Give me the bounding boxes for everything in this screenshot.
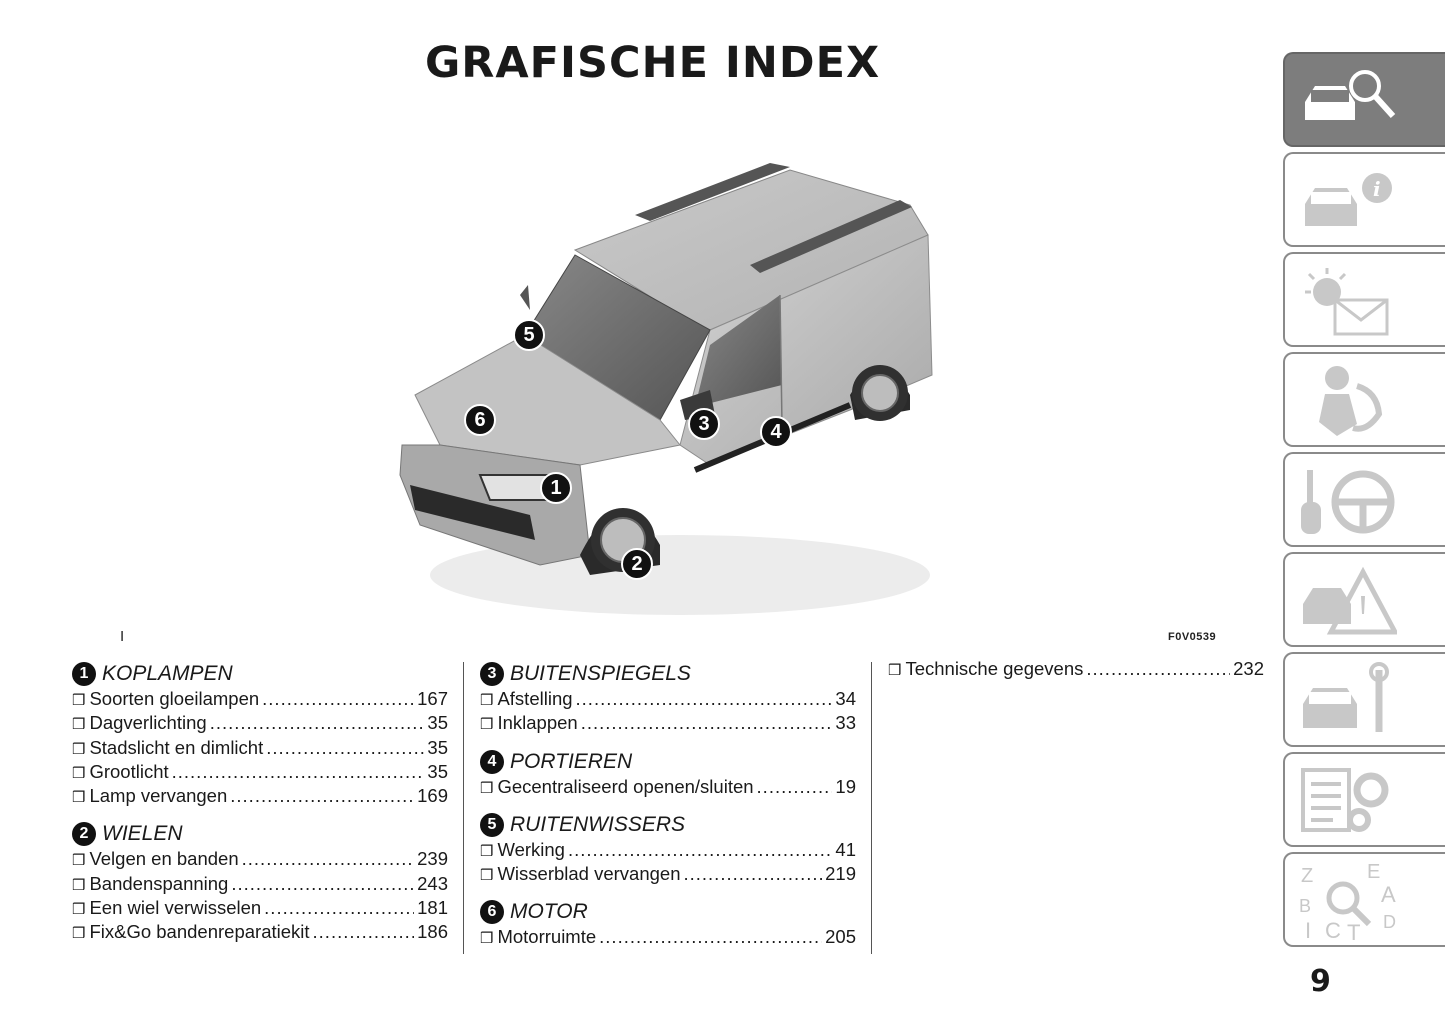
index-entry[interactable]: ❒ Wisserblad vervangen ..... 219 <box>480 863 856 887</box>
index-entry[interactable]: ❒ Velgen en banden ..... 239 <box>72 848 448 872</box>
checkbox-icon: ❒ <box>480 841 494 860</box>
checkbox-icon: ❒ <box>72 788 86 807</box>
section-title: RUITENWISSERS <box>510 812 686 836</box>
tab-dashboard-info[interactable] <box>1283 152 1445 247</box>
svg-text:C: C <box>1325 918 1341 940</box>
page-ref: 169 <box>417 785 448 807</box>
checkbox-icon: ❒ <box>72 875 86 894</box>
index-column-2 <box>480 657 856 951</box>
index-entry[interactable]: ❒ Inklappen ..... 33 <box>480 712 856 736</box>
page-ref: 167 <box>417 688 448 709</box>
car-wrench-icon <box>1297 662 1397 740</box>
checkbox-icon: ❒ <box>888 661 902 679</box>
figure-marker: I <box>120 628 125 645</box>
checkbox-icon: ❒ <box>480 691 494 709</box>
index-entry[interactable]: ❒ Soorten gloeilampen ..... 167 <box>72 688 448 712</box>
car-search-icon <box>1297 62 1397 140</box>
page-number: 9 <box>1310 964 1331 999</box>
svg-text:i: i <box>1373 177 1381 201</box>
index-column-1 <box>72 657 448 946</box>
checkbox-icon: ❒ <box>480 778 494 797</box>
svg-text:D: D <box>1383 912 1396 932</box>
tab-starting-driving[interactable] <box>1283 452 1445 547</box>
index-entry[interactable]: ❒ Afstelling ..... 34 <box>480 688 856 712</box>
section-title: BUITENSPIEGELS <box>510 662 691 685</box>
index-entry[interactable]: ❒ Een wiel verwisselen ..... 181 <box>72 897 448 921</box>
checkbox-icon: ❒ <box>72 739 86 758</box>
callout-6: 6 <box>464 404 496 436</box>
index-entry[interactable]: ❒ Dagverlichting ..... 35 <box>72 712 448 736</box>
key-steering-wheel-icon <box>1297 462 1397 540</box>
checkbox-icon: ❒ <box>72 763 86 782</box>
checkbox-icon: ❒ <box>72 924 86 943</box>
section-heading <box>480 811 856 839</box>
tab-warning-lights[interactable] <box>1283 252 1445 347</box>
index-entry[interactable]: ❒ Fix&Go bandenreparatiekit ..... 186 <box>72 921 448 945</box>
checkbox-icon: ❒ <box>72 715 86 734</box>
tab-emergency[interactable] <box>1283 552 1445 647</box>
svg-text:T: T <box>1347 920 1361 940</box>
index-entry[interactable]: ❒ Werking ..... 41 <box>480 839 856 863</box>
page-ref: 239 <box>417 848 448 870</box>
callout-3: 3 <box>688 408 720 440</box>
section-title: PORTIEREN <box>510 749 633 773</box>
index-entry[interactable]: ❒ Stadslicht en dimlicht ..... 35 <box>72 737 448 761</box>
section-number: 4 <box>480 750 504 774</box>
page-ref: 219 <box>825 863 856 885</box>
index-entry[interactable]: ❒ Technische gegevens ..... 232 <box>888 658 1264 682</box>
tab-graphic-index[interactable] <box>1283 52 1445 147</box>
svg-text:A: A <box>1381 882 1396 907</box>
checkbox-icon: ❒ <box>72 691 86 709</box>
section-heading <box>480 748 856 776</box>
tab-alphabetical-index[interactable] <box>1283 852 1445 947</box>
section-title: KOPLAMPEN <box>102 662 233 685</box>
svg-text:I: I <box>1305 918 1312 940</box>
index-entry[interactable]: ❒ Motorruimte ..... 205 <box>480 926 856 950</box>
checklist-gear-icon <box>1297 762 1397 840</box>
column-divider <box>463 662 464 954</box>
index-entry[interactable]: ❒ Bandenspanning ..... 243 <box>72 873 448 897</box>
car-hazard-triangle-icon <box>1297 562 1397 640</box>
checkbox-icon: ❒ <box>72 900 86 919</box>
index-entry[interactable]: ❒ Gecentraliseerd openen/sluiten ..... 19 <box>480 776 856 800</box>
checkbox-icon: ❒ <box>480 929 494 948</box>
index-column-3 <box>888 657 1264 682</box>
page-ref: 35 <box>427 736 448 758</box>
tab-technical-data[interactable] <box>1283 752 1445 847</box>
section-number: 3 <box>480 662 504 686</box>
section-number: 1 <box>72 662 96 686</box>
page-ref: 243 <box>417 872 448 894</box>
svg-text:Z: Z <box>1301 865 1314 887</box>
callout-4: 4 <box>760 416 792 448</box>
section-title: MOTOR <box>510 900 588 924</box>
section-heading <box>480 660 856 688</box>
alphabet-search-icon <box>1297 862 1397 940</box>
checkbox-icon: ❒ <box>480 866 494 885</box>
section-number: 5 <box>480 813 504 837</box>
van-drawing <box>380 145 960 635</box>
section-title: WIELEN <box>102 822 183 846</box>
callout-2: 2 <box>621 548 653 580</box>
van-illustration <box>380 145 960 635</box>
checkbox-icon: ❒ <box>72 851 86 870</box>
warning-light-message-icon <box>1297 262 1397 340</box>
index-entry[interactable]: ❒ Lamp vervangen ..... 169 <box>72 785 448 809</box>
page-ref: 232 <box>1233 658 1264 679</box>
svg-text:E: E <box>1367 862 1381 883</box>
page-ref: 41 <box>835 838 856 860</box>
page-ref: 34 <box>835 688 856 709</box>
section-heading <box>72 660 448 688</box>
index-entry[interactable]: ❒ Grootlicht ..... 35 <box>72 761 448 785</box>
callout-5: 5 <box>513 319 545 351</box>
page-ref: 19 <box>835 775 856 797</box>
page-ref: 33 <box>835 712 856 734</box>
page-ref: 35 <box>427 760 448 782</box>
page-ref: 186 <box>417 921 448 943</box>
page-title: GRAFISCHE INDEX <box>425 38 881 88</box>
tab-maintenance[interactable] <box>1283 652 1445 747</box>
car-info-icon <box>1297 162 1397 240</box>
svg-text:B: B <box>1299 896 1312 916</box>
section-number: 2 <box>72 822 96 846</box>
airbag-seat-icon <box>1297 362 1397 440</box>
tab-safety[interactable] <box>1283 352 1445 447</box>
section-number: 6 <box>480 900 504 924</box>
page-ref: 181 <box>417 897 448 919</box>
checkbox-icon: ❒ <box>480 715 494 734</box>
page-ref: 35 <box>427 712 448 734</box>
callout-1: 1 <box>540 472 572 504</box>
figure-code: F0V0539 <box>1168 631 1217 643</box>
column-divider <box>871 662 872 954</box>
section-heading <box>72 820 448 848</box>
page-ref: 205 <box>825 926 856 948</box>
section-heading <box>480 898 856 926</box>
